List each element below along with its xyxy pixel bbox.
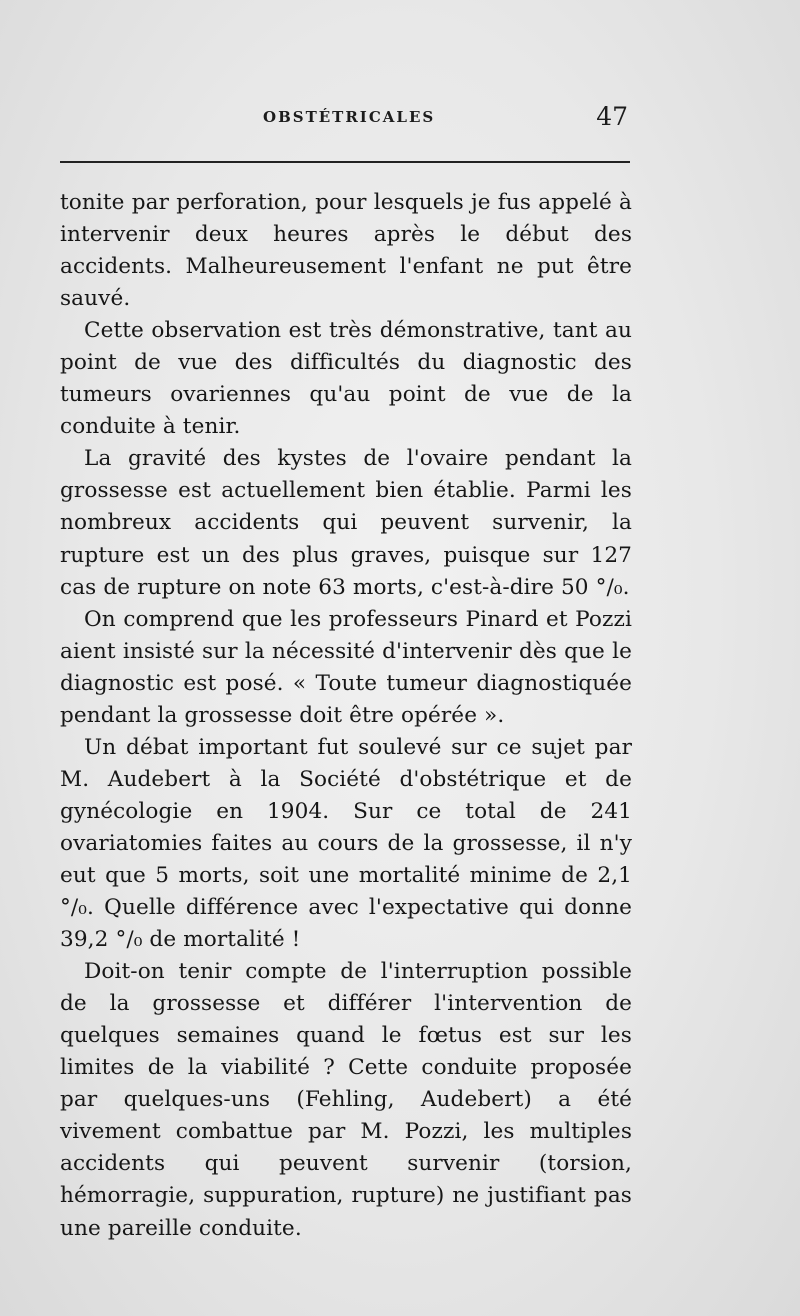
running-title: OBSTÉTRICALES (263, 108, 436, 126)
paragraph-professors: On comprend que les professeurs Pinard et Pozzi aient insisté sur la nécessité d'intervenir dès que le diagnostic est posé. « Toute tumeur diagnostiquée pendant la grossesse doit être opérée ». (60, 606, 632, 728)
page-number: 47 (596, 102, 628, 131)
paragraph-gravity: La gravité des kystes de l'ovaire pendant la grossesse est actuellement bien établie. Parmi les nombreux accidents qui peuvent survenir, la rupture est un des plus graves, puisque sur 127 cas de rupture on note 63 morts, c'est-à-dire 50 °/₀. (60, 446, 632, 600)
paragraph-interruption: Doit-on tenir compte de l'interruption possible de la grossesse et différer l'intervention de quelques semaines quand le fœtus est sur les limites de la viabilité ? Cette conduite proposée par quelques-uns (Fehling, Audebert) a été vivement combattue par M. Pozzi, les multiples accidents qui peuvent survenir (torsion, hémorragie, suppuration, rupture) ne justifiant pas une pareille conduite. (60, 959, 632, 1241)
paragraph-debate: Un débat important fut soulevé sur ce sujet par M. Audebert à la Société d'obstétrique et de gynécologie en 1904. Sur ce total de 241 ovariatomies faites au cours de la grossesse, il n'y eut que 5 morts, soit une mortalité minime de 2,1 °/₀. Quelle différence avec l'expectative qui donne 39,2 °/₀ de mortalité ! (60, 734, 632, 953)
paragraph-continuation: tonite par perforation, pour lesquels je fus appelé à intervenir deux heures après le début des accidents. Malheureusement l'enfant ne put être sauvé. (60, 190, 632, 312)
header-rule (60, 161, 630, 163)
page-header (60, 102, 630, 136)
body-text (60, 187, 632, 1245)
paragraph-observation: Cette observation est très démonstrative, tant au point de vue des difficultés du diagnostic des tumeurs ovariennes qu'au point de vue de la conduite à tenir. (60, 318, 632, 440)
